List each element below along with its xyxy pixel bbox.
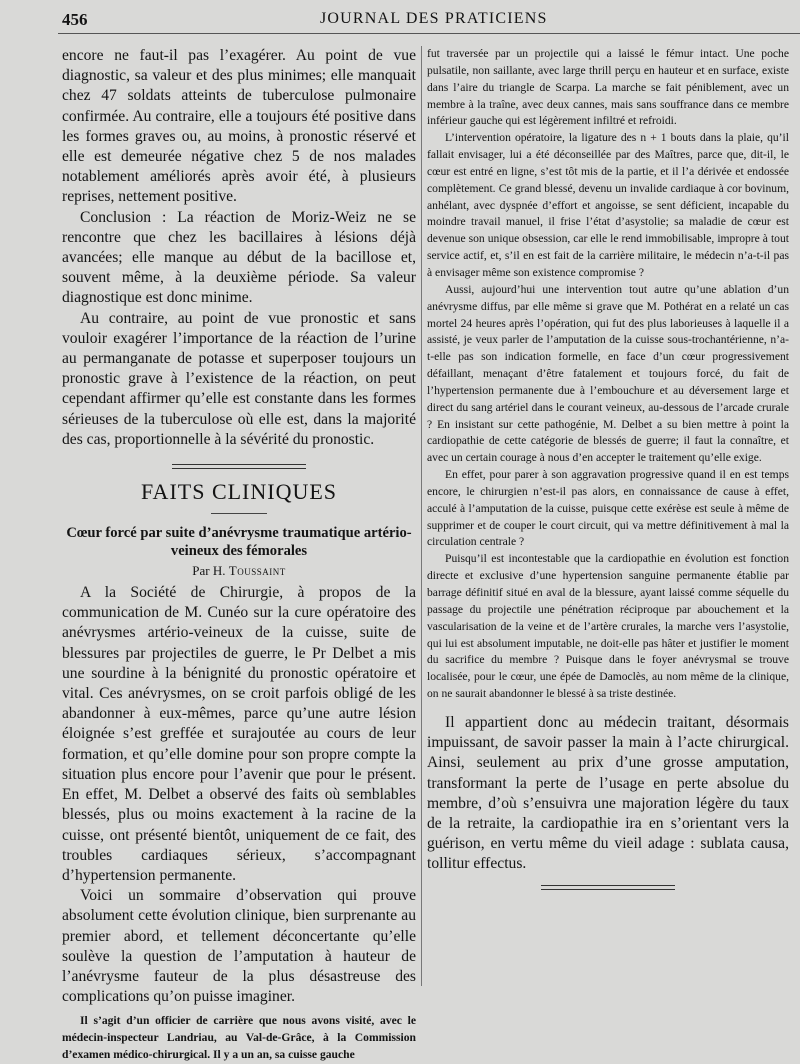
right-paragraph-4: En effet, pour parer à son aggravation progressive quand il en est temps encore, le chirurgien n’est-il pas alors, en connaissance de cause à effet, acculé à l’amputation de la cuisse, puisque cette exérèse est seule à même de supprimer et de couper le court circuit, qui va mettre définitivement à mal la circulation centrale ? [427, 468, 789, 549]
column-divider [421, 46, 422, 986]
left-paragraph-4: A la Société de Chirurgie, à propos de la communication de M. Cunéo sur la cure opératoire des anévrysmes artério-veineux de la cuisse, suite de blessures par projectiles de guerre, le Pr Delbet a mis une sourdine à la bénignité du pronostic opératoire et vital. Ces anévrysmes, on se croit parfois obligé de les abandonner à eux-mêmes, parce qu’une autre lésion éloignée s’est greffée et surajoutée au cours de leur formation, et qu’elle domine pour son propre compte la situation plus encore pour l’avenir que pour le présent. En effet, M. Delbet a observé des faits où semblables blessés, plus ou moins exactement à la racine de la cuisse, ont présenté bientôt, uniquement de ce fait, des troubles cardiaques sérieux, s’accompagnant d’hypertension permanente. [62, 584, 416, 884]
right-paragraph-6: Il appartient donc au médecin traitant, désormais impuissant, de savoir passer la main à l’acte chirurgical. Ainsi, seulement au prix d’une grosse amputation, transformant la perte de l’usage en perte absolue du membre, d’où s’ensuivra une majoration légère du taux de la retraite, la cardiopathie ira en s’orientant vers la guérison, en vertu même du vieil adage : sublata causa, tollitur effectus. [427, 713, 789, 873]
left-paragraph-5: Voici un sommaire d’observation qui prouve absolument cette évolution clinique, bien surprenante au premier abord, et tellement déconcertante qu’elle soulève la question de l’amputation à hauteur de l’anévrysme fauteur de la plus désastreuse des complications qu’on puisse imaginer. [62, 887, 416, 1006]
byline [62, 563, 416, 579]
byline-prefix: Par H. [192, 563, 226, 579]
section-title: FAITS CLINIQUES [140, 479, 338, 505]
page-number: 456 [62, 10, 88, 29]
journal-title: JOURNAL DES PRATICIENS [320, 10, 548, 27]
right-paragraph-3: Aussi, aujourd’hui une intervention tout autre qu’une ablation d’un anévrysme diffus, par elle même si grave que M. Pothérat en a relaté un cas mortel 24 heures après l’opération, qui fut des plus laborieuses à laquelle il a assisté, je veux parler de l’amputation de la cuisse sous-trochantérienne, n’a-t-elle pas son indication formelle, en face d’un cœur progressivement défaillant, menaçant d’être fatalement et toujours forcé, du fait de l’hypertension permanente due à l’embouchure et au déversement large et direct du sang artériel dans le courant veineux, au-dessous de l’arcade crurale ? En insistant sur cette pathogénie, M. Delbet a su bien mettre à point la cardiopathie de cette catégorie de blessés de guerre; il faut la connaître, et avec un certain courage à nous d’en accepter le traitement qu’elle exige. [427, 282, 789, 465]
article-title: Cœur forcé par suite d’anévrysme traumatique artério-veineux des fémorales [66, 525, 412, 560]
section-separator [62, 464, 416, 469]
header-rule [58, 33, 800, 34]
title-separator [211, 513, 267, 514]
page-header [62, 8, 800, 32]
left-paragraph-3: Au contraire, au point de vue pronostic et sans vouloir exagérer l’importance de la réaction de l’urine au permanganate de potasse et superposer toujours un pronostic grave à l’existence de la réaction, on peut cependant affirmer qu’elle est constante dans les formes sérieuses de la tuberculose où elle est, dans la majorité des cas, proportionnelle à la sévérité du pronostic. [62, 309, 416, 448]
left-column [62, 46, 416, 1064]
right-paragraph-1: fut traversée par un projectile qui a laissé le fémur intact. Une poche pulsatile, non saillante, avec large thrill perçu en hauteur et en surface, existe dans l’aire du triangle de Scarpa. La marche se fait péniblement, avec un membre à la traîne, avec deux cannes, mais sans souffrance dans ce membre inférieur gauche qui est légèrement infiltré et refroidi. [427, 47, 789, 128]
end-double-rule [541, 885, 675, 890]
section-double-rule [172, 464, 306, 469]
right-column [427, 46, 789, 890]
left-observation-start: Il s’agit d’un officier de carrière que nous avons visité, avec le médecin-inspecteur Landriau, au Val-de-Grâce, à la Commission d’examen médico-chirurgical. Il y a un an, sa cuisse gauche [62, 1014, 416, 1062]
right-paragraph-2: L’intervention opératoire, la ligature des n + 1 bouts dans la plaie, qu’il fallait envisager, lui a été déconseillée par des Maîtres, parce que, dit-il, le cœur est entré en ligne, s’est tôt mis de la partie, et il l’a dérivée et endossée complètement. Ce grand blessé, devenu un invalide cardiaque à cor bovinum, anhélant, avec dyspnée d’effort et angoisse, se sent déficient, incapable du moindre travail manuel, il frise l’état d’asystolie; sa maladie de cœur est devenue son unique obsession, car elle le rend immobilisable, impropre à tout service actif, et, s’il en est fait de la carrière militaire, le médecin n’a-t-il pas à envisager même son existence compromise ? [427, 131, 789, 279]
left-paragraph-1: encore ne faut-il pas l’exagérer. Au point de vue diagnostic, sa valeur et des plus minimes; elle manquait chez 47 soldats atteints de tuberculose pulmonaire confirmée. Au contraire, elle a toujours été positive dans les formes graves ou, au moins, à pronostic réservé et elle est demeurée négative chez 5 de nos malades notablement améliorés après avoir été, à plusieurs reprises, nettement positive. [62, 47, 416, 206]
left-paragraph-conclusion: Conclusion : La réaction de Moriz-Weiz ne se rencontre que chez les bacillaires à lésions déjà avancées; elle manque au début de la bacillose et, souvent même, à la deuxième période. Sa valeur diagnostique est donc minime. [62, 208, 416, 307]
right-paragraph-5: Puisqu’il est incontestable que la cardiopathie en évolution est fonction directe et exclusive d’une hypertension sanguine permanente établie par barrage définitif situé en aval de la blessure, ayant laissé comme séquelle du passage du projectile une pénétration réciproque par abouchement et la vascularisation de la veine et de l’artère crurales, la marche vers l’asystolie, qui lui est absolument imputable, ne doit-elle pas hâter et justifier le moment du sacrifice du membre ? Puisque dans le foyer anévrysmal se trouve localisée, pour le cœur, une épée de Damoclès, au nom même de la clinique, on ne saurait abandonner le blessé à sa triste destinée. [427, 552, 789, 701]
byline-author: Toussaint [228, 563, 286, 579]
